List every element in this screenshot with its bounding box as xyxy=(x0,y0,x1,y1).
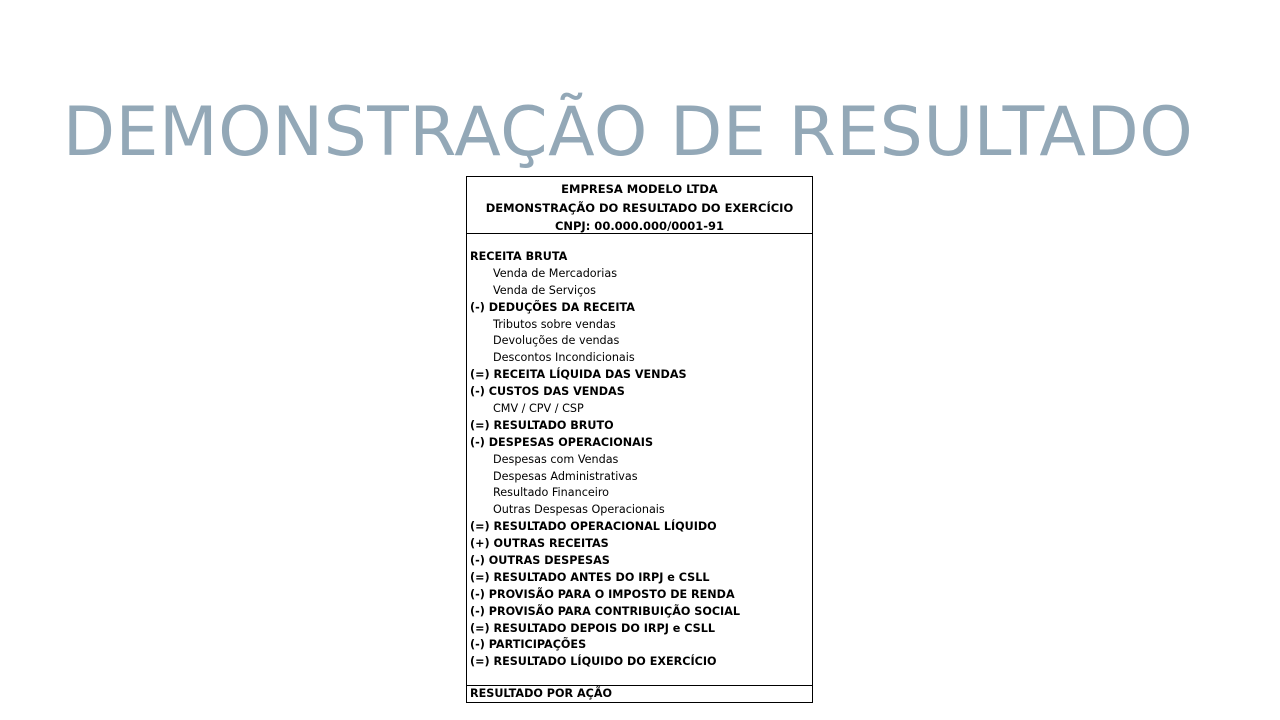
line-outras-receitas: (+) OUTRAS RECEITAS xyxy=(470,537,609,551)
line-outras-despesas: (-) OUTRAS DESPESAS xyxy=(470,554,610,568)
line-resultado-financeiro: Resultado Financeiro xyxy=(493,486,610,500)
line-despesas-vendas: Despesas com Vendas xyxy=(493,452,619,466)
line-resultado-antes-irpj-csll: (=) RESULTADO ANTES DO IRPJ e CSLL xyxy=(470,570,710,584)
line-descontos-incondicionais: Descontos Incondicionais xyxy=(493,351,635,365)
line-resultado-liquido-exercicio: (=) RESULTADO LÍQUIDO DO EXERCÍCIO xyxy=(470,655,717,669)
line-resultado-operacional-liquido: (=) RESULTADO OPERACIONAL LÍQUIDO xyxy=(470,520,717,534)
line-receita-bruta: RECEITA BRUTA xyxy=(470,250,568,263)
statement-footer: RESULTADO POR AÇÃO xyxy=(470,687,613,700)
line-despesas-administrativas: Despesas Administrativas xyxy=(493,469,638,483)
line-cmv-cpv-csp: CMV / CPV / CSP xyxy=(493,402,584,416)
company-name: EMPRESA MODELO LTDA xyxy=(561,182,718,196)
line-tributos-vendas: Tributos sobre vendas xyxy=(493,317,616,331)
line-despesas-operacionais: (-) DESPESAS OPERACIONAIS xyxy=(470,435,654,449)
line-resultado-depois-irpj-csll: (=) RESULTADO DEPOIS DO IRPJ e CSLL xyxy=(470,621,715,635)
line-venda-mercadorias: Venda de Mercadorias xyxy=(493,266,618,280)
statement-header xyxy=(467,177,812,234)
income-statement-table xyxy=(466,176,813,703)
statement-lines xyxy=(467,234,812,686)
line-provisao-contribuicao-social: (-) PROVISÃO PARA CONTRIBUIÇÃO SOCIAL xyxy=(470,604,740,618)
line-deducoes-receita: (-) DEDUÇÕES DA RECEITA xyxy=(470,300,635,314)
line-outras-despesas-operacionais: Outras Despesas Operacionais xyxy=(493,503,665,517)
line-provisao-imposto-renda: (-) PROVISÃO PARA O IMPOSTO DE RENDA xyxy=(470,587,735,601)
line-resultado-bruto: (=) RESULTADO BRUTO xyxy=(470,418,614,432)
company-cnpj: CNPJ: 00.000.000/0001-91 xyxy=(554,219,725,233)
line-custos-vendas: (-) CUSTOS DAS VENDAS xyxy=(470,385,625,399)
line-participacoes: (-) PARTICIPAÇÕES xyxy=(470,638,587,652)
line-receita-liquida: (=) RECEITA LÍQUIDA DAS VENDAS xyxy=(470,368,687,382)
line-venda-servicos: Venda de Serviços xyxy=(493,283,596,297)
statement-name: DEMONSTRAÇÃO DO RESULTADO DO EXERCÍCIO xyxy=(485,200,794,215)
slide-title: DEMONSTRAÇÃO DE RESULTADO xyxy=(62,93,1194,172)
line-devolucoes-vendas: Devoluções de vendas xyxy=(493,334,620,348)
